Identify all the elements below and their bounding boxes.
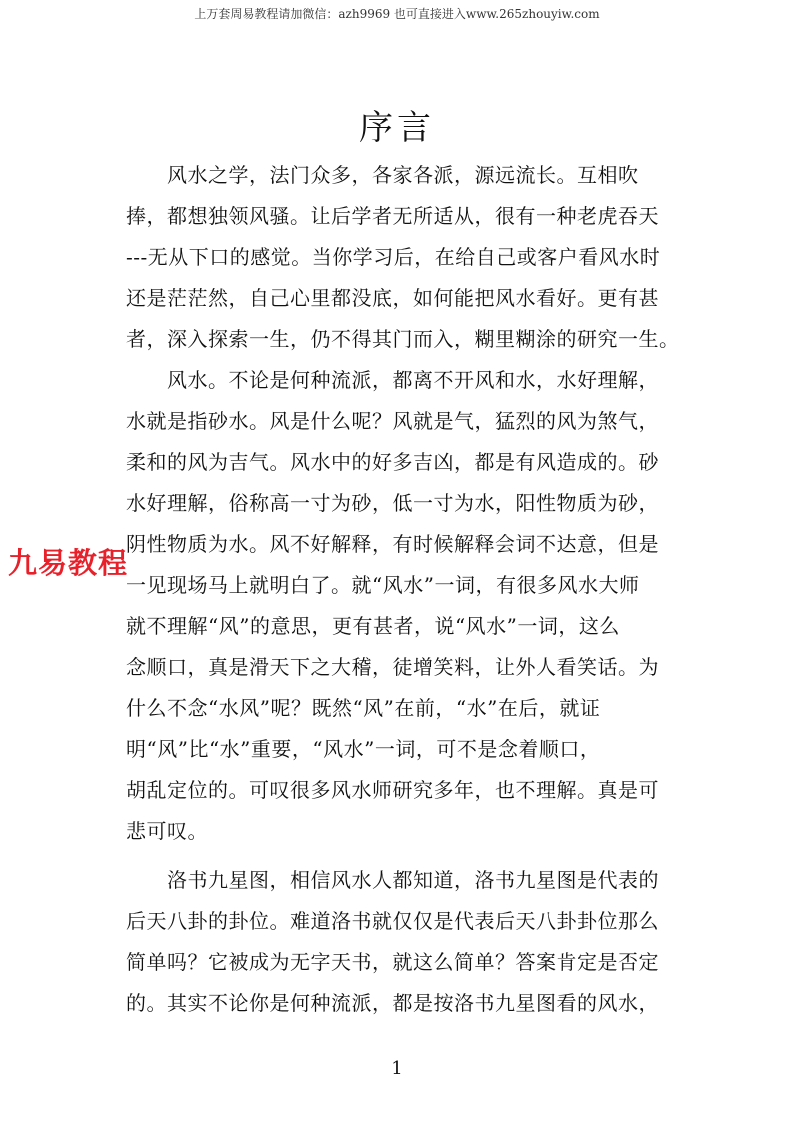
text-line: 一见现场马上就明白了。就“风水”一词，有很多风水大师: [126, 573, 640, 597]
paragraph-1: [126, 155, 686, 360]
text-line: 胡乱定位的。可叹很多风水师研究多年，也不理解。真是可: [126, 778, 659, 802]
text-line: 水就是指砂水。风是什么呢？风就是气，猛烈的风为煞气，: [126, 409, 659, 433]
body-text: [126, 155, 686, 1024]
paragraph-3: [126, 860, 686, 1024]
text-line: 什么不念“水风”呢？既然“风”在前，“水”在后，就证: [126, 696, 601, 720]
text-line: 捧，都想独领风骚。让后学者无所适从，很有一种老虎吞天: [126, 204, 659, 228]
text-line: 柔和的风为吉气。风水中的好多吉凶，都是有风造成的。砂: [126, 450, 659, 474]
text-line: 就不理解“风”的意思，更有甚者，说“风水”一词，这么: [126, 614, 620, 638]
page-title: 序言: [359, 108, 435, 148]
text-line: 水好理解，俗称高一寸为砂，低一寸为水，阳性物质为砂，: [126, 491, 659, 515]
page-header: 上万套周易教程请加微信：azh9969 也可直接进入www.265zhouyiw.com: [194, 7, 600, 21]
text-line: 后天八卦的卦位。难道洛书就仅仅是代表后天八卦卦位那么: [126, 909, 659, 933]
paragraph-gap: [126, 852, 686, 860]
text-line: 风水。不论是何种流派，都离不开风和水，水好理解，: [126, 368, 659, 392]
text-line: ---无从下口的感觉。当你学习后，在给自己或客户看风水时: [126, 245, 661, 269]
text-line: 风水之学，法门众多，各家各派，源远流长。互相吹: [126, 163, 639, 187]
text-line: 的。其实不论你是何种流派，都是按洛书九星图看的风水，: [126, 991, 659, 1015]
text-line: 悲可叹。: [126, 819, 208, 843]
watermark-logo: 九易教程: [8, 546, 129, 580]
text-line: 念顺口，真是滑天下之大稽，徒增笑料，让外人看笑话。为: [126, 655, 659, 679]
text-line: 明“风”比“水”重要，“风水”一词，可不是念着顺口，: [126, 737, 601, 761]
text-line: 洛书九星图，相信风水人都知道，洛书九星图是代表的: [126, 868, 659, 892]
text-line: 阴性物质为水。风不好解释，有时候解释会词不达意，但是: [126, 532, 659, 556]
text-line: 还是茫茫然，自己心里都没底，如何能把风水看好。更有甚: [126, 286, 659, 310]
paragraph-2: [126, 360, 686, 852]
page-number: 1: [391, 1058, 403, 1079]
text-line: 者，深入探索一生，仍不得其门而入，糊里糊涂的研究一生。: [126, 327, 680, 351]
text-line: 简单吗？它被成为无字天书，就这么简单？答案肯定是否定: [126, 950, 659, 974]
